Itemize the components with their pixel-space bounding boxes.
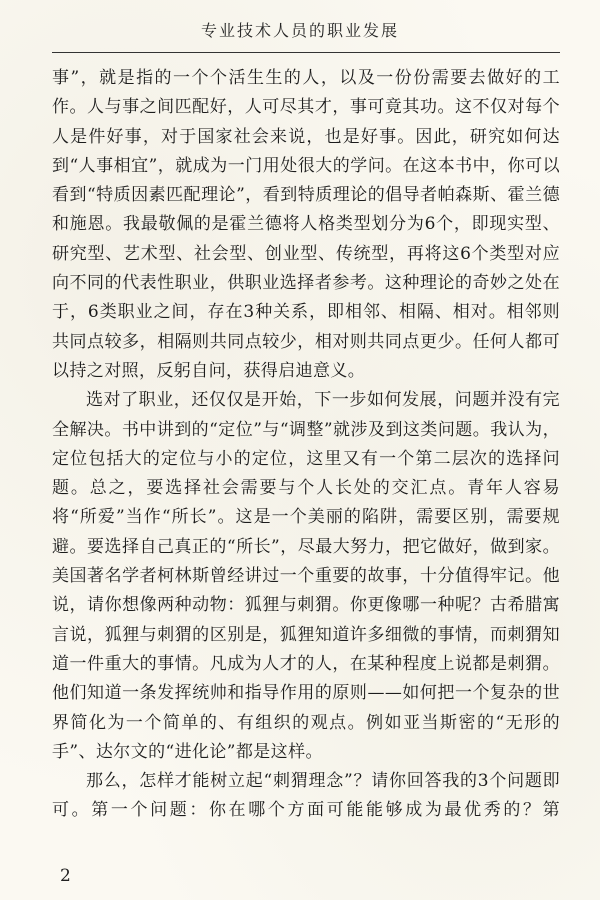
- header-rule: [52, 52, 560, 53]
- body-text: [52, 64, 560, 826]
- running-head: 专业技术人员的职业发展: [200, 21, 399, 40]
- paragraph-1: 事”，就是指的一个个活生生的人，以及一份份需要去做好的工作。人与事之间匹配好，人可尽其才，事可竟其功。这不仅对每个人是件好事，对于国家社会来说，也是好事。因此，研究如何达到“人事相宜”，就成为一门用处很大的学问。在这本书中，你可以看到“特质因素匹配理论”，看到特质理论的倡导者帕森斯、霍兰德和施恩。我最敬佩的是霍兰德将人格类型划分为6个，即现实型、研究型、艺术型、社会型、创业型、传统型，再将这6个类型对应向不同的代表性职业，供职业选择者参考。这种理论的奇妙之处在于，6类职业之间，存在3种关系，即相邻、相隔、相对。相邻则共同点较多，相隔则共同点较少，相对则共同点更少。任何人都可以持之对照，反躬自问，获得启迪意义。: [52, 68, 560, 381]
- paragraph-2: 选对了职业，还仅仅是开始，下一步如何发展，问题并没有完全解决。书中讲到的“定位”与“调整”就涉及到这类问题。我认为，定位包括大的定位与小的定位，这里又有一个第二层次的选择问题。总之，要选择社会需要与个人长处的交汇点。青年人容易将“所爱”当作“所长”。这是一个美丽的陷阱，需要区别，需要规避。要选择自己真正的“所长”，尽最大努力，把它做好，做到家。美国著名学者柯林斯曾经讲过一个重要的故事，十分值得牢记。他说，请你想像两种动物：狐狸与刺猬。你更像哪一种呢？古希腊寓言说，狐狸与刺猬的区别是，狐狸知道许多细微的事情，而刺猬知道一件重大的事情。凡成为人才的人，在某种程度上说都是刺猬。他们知道一条发挥统帅和指导作用的原则——如何把一个复杂的世界简化为一个简单的、有组织的观点。例如亚当斯密的“无形的手”、达尔文的“进化论”都是这样。: [52, 390, 560, 762]
- paragraph-3: 那么，怎样才能树立起“刺猬理念”？请你回答我的3个问题即可。第一个问题：你在哪个方面可能能够成为最优秀的？第: [52, 771, 560, 821]
- page-number: 2: [60, 866, 71, 886]
